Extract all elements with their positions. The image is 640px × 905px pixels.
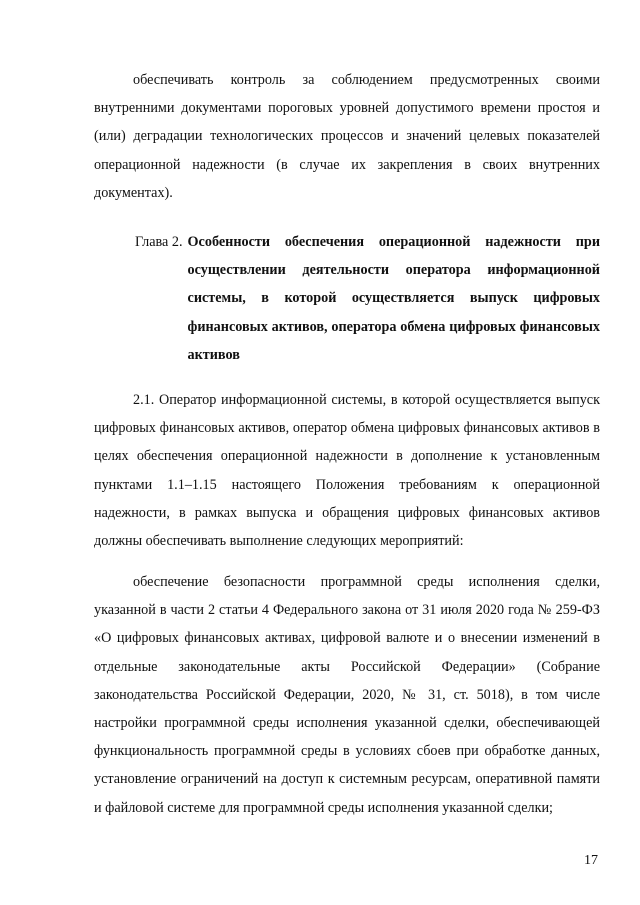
- paragraph-intro: обеспечивать контроль за соблюдением предусмотренных своими внутренними документами пороговых уровней допустимого времени простоя и (или) деградации технологических процессов и значений целевых показателей операционной надежности (в случае их закрепления в своих внутренних документах).: [94, 72, 600, 201]
- paragraph-security: обеспечение безопасности программной среды исполнения сделки, указанной в части 2 статьи 4 Федерального закона от 31 июля 2020 года № 259-ФЗ «О цифровых финансовых активах, цифровой валюте и о внесении изменений в отдельные законодательные акты Российской Федерации» (Собрание законодательства Российской Федерации, 2020, № 31, ст. 5018), в том числе настройки программной среды исполнения указанной сделки, обеспечивающей функциональность программной среды в условиях сбоев при обработке данных, установление ограничений на доступ к системным ресурсам, оперативной памяти и файловой системе для программной среды исполнения указанной сделки;: [94, 574, 600, 816]
- chapter-label: Глава 2.: [135, 234, 183, 250]
- page-number: 17: [584, 853, 598, 868]
- paragraph-section-2-1: 2.1. Оператор информационной системы, в которой осуществляется выпуск цифровых финансовых активов, оператор обмена цифровых финансовых активов в целях обеспечения операционной надежности в дополнение к установленным пунктами 1.1–1.15 настоящего Положения требованиям к операционной надежности, в рамках выпуска и обращения цифровых финансовых активов должны обеспечивать выполнение следующих мероприятий:: [94, 392, 600, 550]
- chapter-title: Особенности обеспечения операционной надежности при осуществлении деятельности оператора информационной системы, в которой осуществляется выпуск цифровых финансовых активов, оператора обмена цифровых финансовых активов: [187, 234, 600, 363]
- chapter-heading: [135, 228, 600, 369]
